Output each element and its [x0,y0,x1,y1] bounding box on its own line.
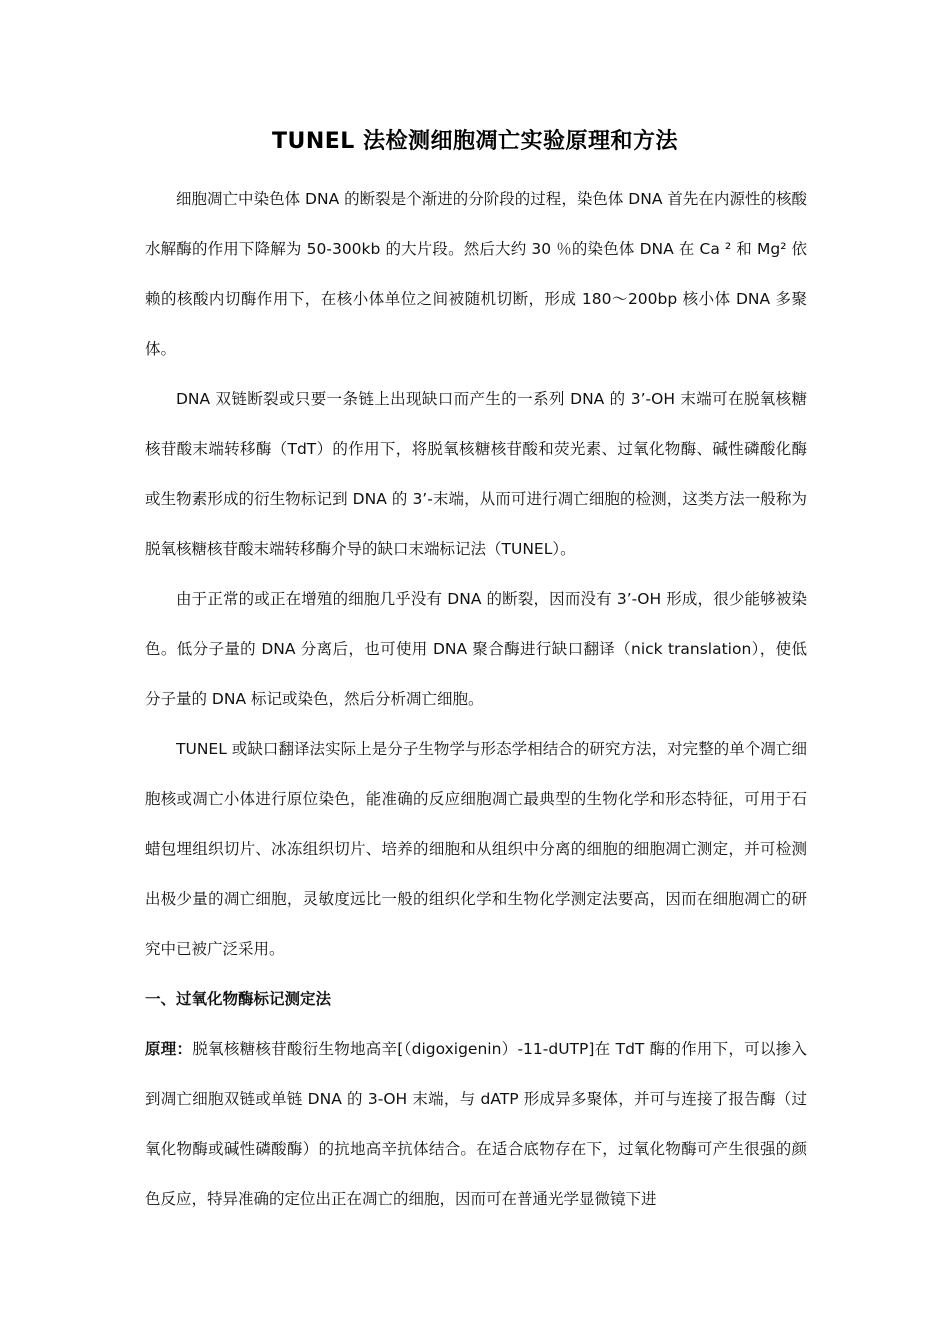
paragraph-apoptosis-dna-fragmentation: 细胞凋亡中染色体 DNA 的断裂是个渐进的分阶段的过程，染色体 DNA 首先在内源性的核酸水解酶的作用下降解为 50-300kb 的大片段。然后大约 30 ％的染色体 DNA 在 Ca ² 和 Mg² 依赖的核酸内切酶作用下，在核小体单位之间被随机切断，形成 180～200bp 核小体 DNA 多聚体。 [145,190,807,358]
paragraph-tunel-advantages: TUNEL 或缺口翻译法实际上是分子生物学与形态学相结合的研究方法，对完整的单个凋亡细胞核或凋亡小体进行原位染色，能准确的反应细胞凋亡最典型的生物化学和形态特征，可用于石蜡包埋组织切片、冰冻组织切片、培养的细胞和从组织中分离的细胞的细胞凋亡测定，并可检测出极少量的凋亡细胞，灵敏度远比一般的组织化学和生物化学测定法要高，因而在细胞凋亡的研究中已被广泛采用。 [145,740,807,958]
section-heading-peroxidase-method: 一、过氧化物酶标记测定法 [145,990,332,1008]
principle-label: 原理： [145,1040,193,1058]
document-title: TUNEL 法检测细胞凋亡实验原理和方法 [272,129,678,154]
paragraph-principle [145,1024,807,1224]
paragraph-tunel-definition: DNA 双链断裂或只要一条链上出现缺口而产生的一系列 DNA 的 3’-OH 末端可在脱氧核糖核苷酸末端转移酶（TdT）的作用下，将脱氧核糖核苷酸和荧光素、过氧化物酶、碱性磷酸化酶或生物素形成的衍生物标记到 DNA 的 3’-末端，从而可进行凋亡细胞的检测，这类方法一般称为脱氧核糖核苷酸末端转移酶介导的缺口末端标记法（TUNEL）。 [145,390,807,558]
document-body [145,174,807,1224]
paragraph-normal-cells: 由于正常的或正在增殖的细胞几乎没有 DNA 的断裂，因而没有 3’-OH 形成，很少能够被染色。低分子量的 DNA 分离后，也可使用 DNA 聚合酶进行缺口翻译（nick translation），使低分子量的 DNA 标记或染色，然后分析凋亡细胞。 [145,590,807,708]
principle-text: 脱氧核糖核苷酸衍生物地高辛[（digoxigenin）-11-dUTP]在 TdT 酶的作用下，可以掺入到凋亡细胞双链或单链 DNA 的 3-OH 末端，与 dATP 形成异多聚体，并可与连接了报告酶（过氧化物酶或碱性磷酸酶）的抗地高辛抗体结合。在适合底物存在下，过氧化物酶可产生很强的颜色反应，特异准确的定位出正在凋亡的细胞，因而可在普通光学显微镜下进 [145,1040,807,1208]
